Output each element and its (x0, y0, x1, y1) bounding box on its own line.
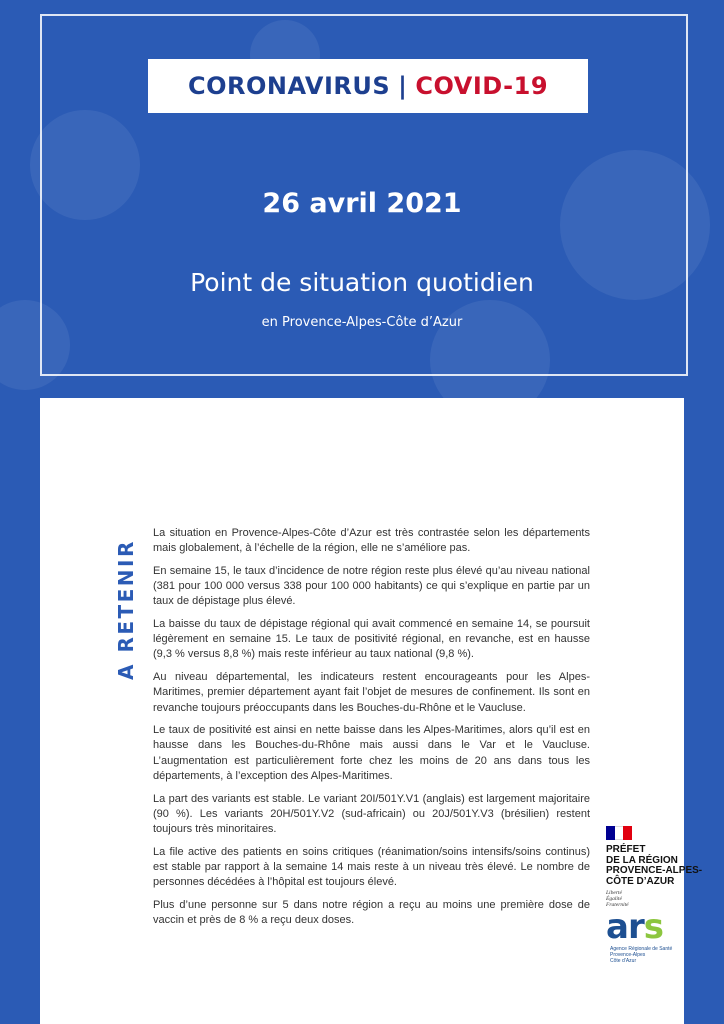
prefet-motto: Liberté Égalité Fraternité (606, 890, 629, 908)
ars-logo (606, 907, 716, 974)
title-coronavirus: CORONAVIRUS (187, 72, 391, 100)
report-region: en Provence-Alpes-Côte d’Azur (261, 315, 463, 330)
prefet-text: PRÉFET DE LA RÉGION PROVENCE-ALPES- CÔTE D’AZUR (606, 844, 703, 887)
ars-wordmark: ars (606, 907, 663, 947)
paragraph: La situation en Provence-Alpes-Côte d’Azur est très contrastée selon les départements mais globalement, à l’échelle de la région, elle ne s’améliore pas. (153, 527, 590, 555)
title-separator: | (398, 72, 408, 100)
title-covid: COVID-19 (415, 72, 549, 100)
paragraph: Plus d’une personne sur 5 dans notre région a reçu au moins une première dose de vaccin et près de 8 % a reçu deux doses. (153, 898, 590, 926)
paragraph: La part des variants est stable. Le variant 20I/501Y.V1 (anglais) est largement majoritaire (90 %). Les variants 20H/501Y.V2 (sud-africain) ou 20J/501Y.V3 (brésilien) restent toujours très minoritaires. (153, 792, 590, 835)
title-banner (148, 59, 588, 113)
key-points (153, 526, 590, 936)
section-label-text: A RETENIR (114, 539, 138, 680)
paragraph: Au niveau départemental, les indicateurs restent encourageants pour les Alpes-Maritimes, premier département ayant fait l’objet de mesures de confinement. Ils sont en revanche toujours préoccupants dans les Bouches-du-Rhône et le Vaucluse. (153, 671, 590, 714)
prefet-logo (606, 826, 716, 908)
ars-agency-text: Agence Régionale de Santé Provence-Alpes Côte d’Azur (610, 946, 673, 964)
paragraph: En semaine 15, le taux d’incidence de notre région reste plus élevé qu’au niveau national (381 pour 100 000 versus 338 pour 100 000 habitants) ce qui s’explique en partie par un taux de dépistage plus élevé. (153, 564, 590, 608)
paragraph: La file active des patients en soins critiques (réanimation/soins intensifs/soins continus) est stable par rapport à la semaine 14 mais reste à un niveau très élevé. Le nombre de personnes décédées à l’hôpital est toujours élevé. (153, 845, 590, 889)
report-subtitle: Point de situation quotidien (190, 268, 534, 297)
section-label (108, 530, 148, 680)
report-date: 26 avril 2021 (262, 188, 462, 219)
french-flag-icon (606, 826, 632, 840)
paragraph: La baisse du taux de dépistage régional qui avait commencé en semaine 14, se poursuit légèrement en semaine 15. Le taux de positivité régional, en revanche, est en hausse (9,3 % versus 8,8 %) mais reste inférieur au taux national (9,8 %). (153, 618, 590, 661)
paragraph: Le taux de positivité est ainsi en nette baisse dans les Alpes-Maritimes, alors qu’il est en hausse dans les Bouches-du-Rhône mais aussi dans le Var et le Vaucluse. L’augmentation est particulièrement forte chez les moins de 20 ans dans tous les départements, à l’exception des Alpes-Maritimes. (153, 724, 590, 782)
